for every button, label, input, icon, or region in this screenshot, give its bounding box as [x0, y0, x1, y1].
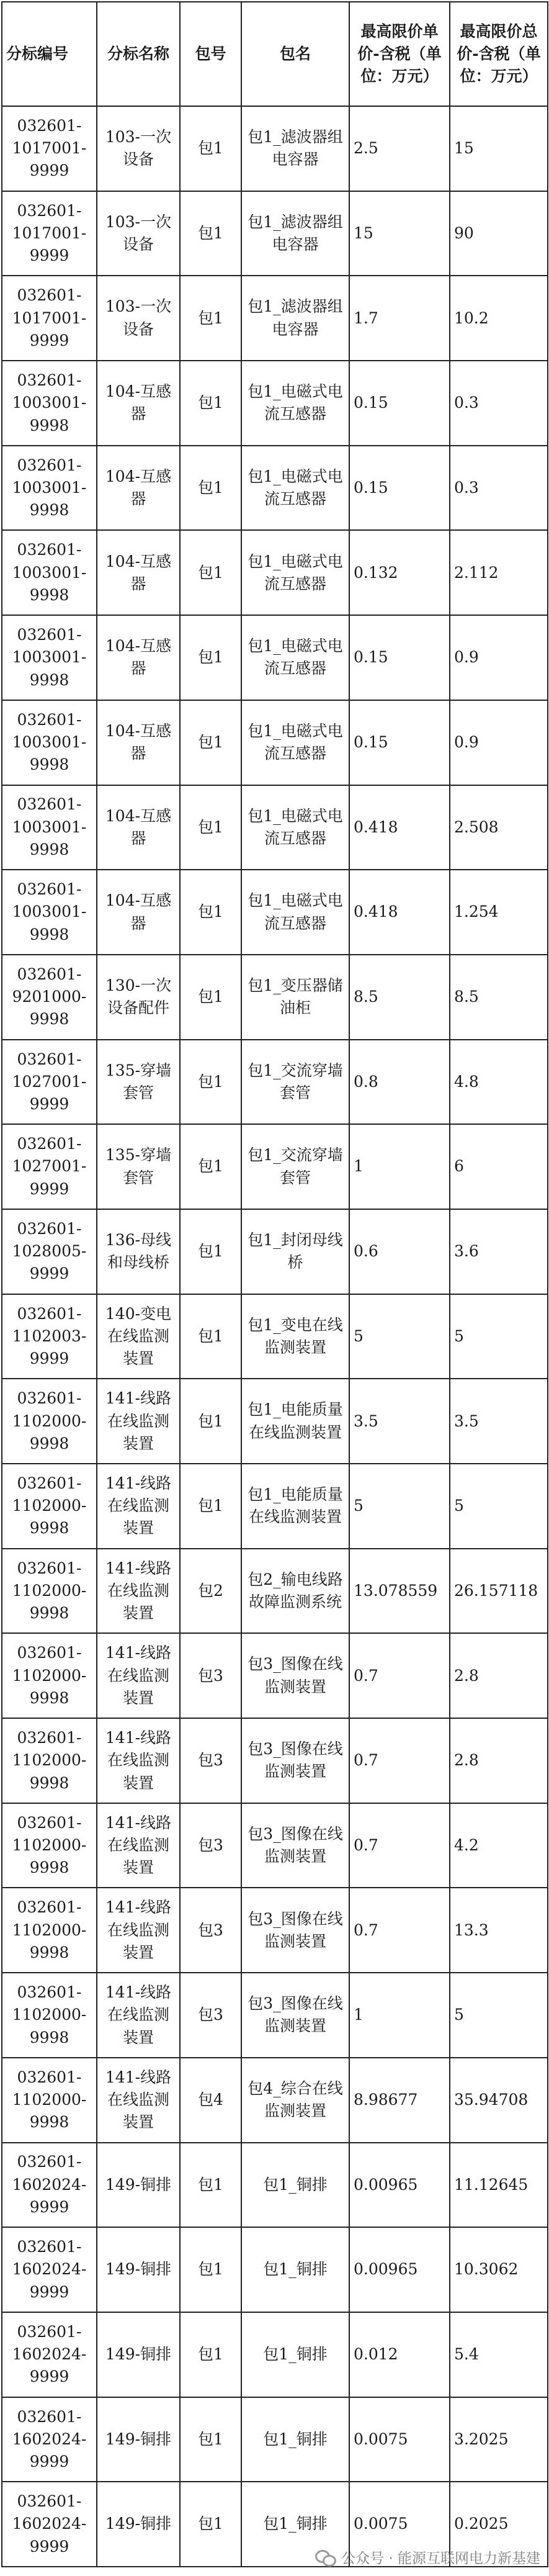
section-code-cell: 032601-1017001-9999: [2, 276, 97, 361]
total-price-cell: 0.3: [450, 446, 548, 531]
total-price-cell: 2.8: [450, 1718, 548, 1803]
package-name-cell: 包1_电磁式电流互感器: [241, 785, 349, 870]
section-name-cell: 141-线路在线监测装置: [97, 1718, 180, 1803]
total-price-cell: 2.8: [450, 1633, 548, 1718]
package-name-cell: 包3_图像在线监测装置: [241, 1718, 349, 1803]
section-code-cell: 032601-1003001-9998: [2, 530, 97, 615]
package-name-cell: 包2_输电线路故障监测系统: [241, 1549, 349, 1634]
package-no-cell: 包1: [180, 361, 241, 446]
total-price-cell: 1.254: [450, 870, 548, 955]
unit-price-cell: 0.8: [349, 1040, 450, 1125]
section-code-cell: 032601-1017001-9999: [2, 106, 97, 191]
table-row: [2, 870, 548, 955]
section-name-cell: 141-线路在线监测装置: [97, 1973, 180, 2058]
package-no-cell: 包1: [180, 276, 241, 361]
section-code-cell: 032601-1102000-9998: [2, 2058, 97, 2143]
package-name-cell: 包1_变电在线监测装置: [241, 1294, 349, 1379]
table-row: [2, 2312, 548, 2397]
table-row: [2, 1718, 548, 1803]
package-no-cell: 包1: [180, 191, 241, 276]
table-row: [2, 276, 548, 361]
package-no-cell: 包3: [180, 1888, 241, 1973]
unit-price-cell: 15: [349, 191, 450, 276]
total-price-cell: 11.12645: [450, 2143, 548, 2228]
wechat-watermark: [315, 2547, 540, 2567]
unit-price-cell: 0.00965: [349, 2143, 450, 2228]
package-no-cell: 包1: [180, 106, 241, 191]
unit-price-cell: 0.15: [349, 615, 450, 700]
unit-price-cell: 5: [349, 1294, 450, 1379]
unit-price-cell: 5: [349, 1464, 450, 1549]
section-code-cell: 032601-1602024-9999: [2, 2143, 97, 2228]
header-max-unit-price: 最高限价单价-含税（单位：万元）: [349, 2, 450, 106]
total-price-cell: 0.9: [450, 700, 548, 785]
section-code-cell: 032601-1017001-9999: [2, 191, 97, 276]
section-name-cell: 104-互感器: [97, 785, 180, 870]
section-code-cell: 032601-1102000-9998: [2, 1803, 97, 1888]
section-name-cell: 103-一次设备: [97, 276, 180, 361]
total-price-cell: 0.2025: [450, 2482, 548, 2567]
section-name-cell: 141-线路在线监测装置: [97, 1464, 180, 1549]
total-price-cell: 26.157118: [450, 1549, 548, 1634]
table-row: [2, 1209, 548, 1294]
package-name-cell: 包1_铜排: [241, 2227, 349, 2312]
section-code-cell: 032601-1028005-9999: [2, 1209, 97, 1294]
section-name-cell: 149-铜排: [97, 2482, 180, 2567]
section-code-cell: 032601-1102000-9998: [2, 1379, 97, 1464]
section-name-cell: 104-互感器: [97, 615, 180, 700]
unit-price-cell: 3.5: [349, 1379, 450, 1464]
package-name-cell: 包1_电磁式电流互感器: [241, 615, 349, 700]
unit-price-cell: 0.15: [349, 361, 450, 446]
total-price-cell: 5: [450, 1973, 548, 2058]
package-name-cell: 包3_图像在线监测装置: [241, 1803, 349, 1888]
package-no-cell: 包1: [180, 1294, 241, 1379]
section-code-cell: 032601-1102000-9998: [2, 1718, 97, 1803]
section-name-cell: 104-互感器: [97, 700, 180, 785]
section-code-cell: 032601-1027001-9999: [2, 1124, 97, 1209]
unit-price-cell: 0.7: [349, 1718, 450, 1803]
table-row: [2, 1464, 548, 1549]
table-row: [2, 1973, 548, 2058]
package-no-cell: 包3: [180, 1973, 241, 2058]
package-name-cell: 包1_交流穿墙套管: [241, 1124, 349, 1209]
table-row: [2, 361, 548, 446]
section-name-cell: 141-线路在线监测装置: [97, 1803, 180, 1888]
header-section-name: 分标名称: [97, 2, 180, 106]
package-no-cell: 包1: [180, 2397, 241, 2482]
package-no-cell: 包3: [180, 1718, 241, 1803]
package-name-cell: 包1_铜排: [241, 2312, 349, 2397]
unit-price-cell: 0.012: [349, 2312, 450, 2397]
package-no-cell: 包1: [180, 446, 241, 531]
section-code-cell: 032601-1602024-9999: [2, 2482, 97, 2567]
section-name-cell: 103-一次设备: [97, 106, 180, 191]
package-no-cell: 包1: [180, 2312, 241, 2397]
package-name-cell: 包1_铜排: [241, 2397, 349, 2482]
header-section-code: 分标编号: [2, 2, 97, 106]
table-header: [2, 2, 548, 106]
package-no-cell: 包4: [180, 2058, 241, 2143]
section-name-cell: 136-母线和母线桥: [97, 1209, 180, 1294]
unit-price-cell: 0.0075: [349, 2397, 450, 2482]
table-row: [2, 1124, 548, 1209]
total-price-cell: 2.508: [450, 785, 548, 870]
table-row: [2, 615, 548, 700]
section-code-cell: 032601-1102000-9998: [2, 1973, 97, 2058]
table-row: [2, 785, 548, 870]
header-max-total-price: 最高限价总价-含税（单位：万元）: [450, 2, 548, 106]
package-no-cell: 包1: [180, 955, 241, 1040]
package-no-cell: 包1: [180, 870, 241, 955]
section-name-cell: 149-铜排: [97, 2143, 180, 2228]
unit-price-cell: 8.98677: [349, 2058, 450, 2143]
section-name-cell: 103-一次设备: [97, 191, 180, 276]
package-no-cell: 包1: [180, 785, 241, 870]
unit-price-cell: 0.00965: [349, 2227, 450, 2312]
package-name-cell: 包1_铜排: [241, 2143, 349, 2228]
table-row: [2, 2397, 548, 2482]
section-code-cell: 032601-1102000-9998: [2, 1549, 97, 1634]
total-price-cell: 5.4: [450, 2312, 548, 2397]
section-code-cell: 032601-1003001-9998: [2, 700, 97, 785]
section-code-cell: 032601-1003001-9998: [2, 870, 97, 955]
package-name-cell: 包3_图像在线监测装置: [241, 1888, 349, 1973]
section-name-cell: 130-一次设备配件: [97, 955, 180, 1040]
wechat-icon: [315, 2549, 336, 2566]
total-price-cell: 4.8: [450, 1040, 548, 1125]
total-price-cell: 13.3: [450, 1888, 548, 1973]
section-name-cell: 104-互感器: [97, 446, 180, 531]
watermark-text: 公众号 · 能源互联网电力新基建: [341, 2551, 540, 2567]
unit-price-cell: 0.418: [349, 870, 450, 955]
section-code-cell: 032601-9201000-9998: [2, 955, 97, 1040]
total-price-cell: 10.3062: [450, 2227, 548, 2312]
table-row: [2, 700, 548, 785]
package-name-cell: 包3_图像在线监测装置: [241, 1633, 349, 1718]
section-code-cell: 032601-1602024-9999: [2, 2227, 97, 2312]
package-name-cell: 包1_电能质量在线监测装置: [241, 1464, 349, 1549]
header-package-name: 包名: [241, 2, 349, 106]
package-no-cell: 包1: [180, 2143, 241, 2228]
package-name-cell: 包1_电磁式电流互感器: [241, 446, 349, 531]
unit-price-cell: 0.15: [349, 446, 450, 531]
section-code-cell: 032601-1602024-9999: [2, 2312, 97, 2397]
table-row: [2, 955, 548, 1040]
section-name-cell: 104-互感器: [97, 530, 180, 615]
section-name-cell: 149-铜排: [97, 2397, 180, 2482]
table-row: [2, 1040, 548, 1125]
package-no-cell: 包3: [180, 1803, 241, 1888]
table-row: [2, 1549, 548, 1634]
package-no-cell: 包1: [180, 1124, 241, 1209]
section-code-cell: 032601-1102000-9998: [2, 1464, 97, 1549]
package-no-cell: 包1: [180, 530, 241, 615]
unit-price-cell: 1: [349, 1973, 450, 2058]
unit-price-cell: 0.418: [349, 785, 450, 870]
table-row: [2, 530, 548, 615]
total-price-cell: 15: [450, 106, 548, 191]
section-code-cell: 032601-1102003-9999: [2, 1294, 97, 1379]
total-price-cell: 10.2: [450, 276, 548, 361]
package-name-cell: 包1_滤波器组电容器: [241, 276, 349, 361]
total-price-cell: 3.5: [450, 1379, 548, 1464]
section-name-cell: 149-铜排: [97, 2312, 180, 2397]
section-code-cell: 032601-1102000-9998: [2, 1633, 97, 1718]
unit-price-cell: 0.0075: [349, 2482, 450, 2567]
table-row: [2, 1803, 548, 1888]
header-package-no: 包号: [180, 2, 241, 106]
package-name-cell: 包1_交流穿墙套管: [241, 1040, 349, 1125]
package-no-cell: 包1: [180, 2482, 241, 2567]
package-no-cell: 包1: [180, 2227, 241, 2312]
package-no-cell: 包1: [180, 1379, 241, 1464]
total-price-cell: 5: [450, 1464, 548, 1549]
section-code-cell: 032601-1027001-9999: [2, 1040, 97, 1125]
table-row: [2, 1633, 548, 1718]
table-row: [2, 2227, 548, 2312]
unit-price-cell: 0.7: [349, 1803, 450, 1888]
table-body: [2, 106, 548, 2567]
package-name-cell: 包1_滤波器组电容器: [241, 191, 349, 276]
package-name-cell: 包1_电磁式电流互感器: [241, 870, 349, 955]
section-name-cell: 149-铜排: [97, 2227, 180, 2312]
package-name-cell: 包1_电磁式电流互感器: [241, 700, 349, 785]
package-name-cell: 包1_变压器储油柜: [241, 955, 349, 1040]
table-row: [2, 1294, 548, 1379]
unit-price-cell: 0.7: [349, 1633, 450, 1718]
section-name-cell: 141-线路在线监测装置: [97, 1549, 180, 1634]
section-name-cell: 141-线路在线监测装置: [97, 2058, 180, 2143]
unit-price-cell: 0.7: [349, 1888, 450, 1973]
bid-price-table: [1, 1, 548, 2567]
total-price-cell: 3.6: [450, 1209, 548, 1294]
total-price-cell: 0.3: [450, 361, 548, 446]
total-price-cell: 5: [450, 1294, 548, 1379]
unit-price-cell: 0.15: [349, 700, 450, 785]
section-name-cell: 104-互感器: [97, 870, 180, 955]
section-code-cell: 032601-1102000-9998: [2, 1888, 97, 1973]
table-row: [2, 191, 548, 276]
package-no-cell: 包2: [180, 1549, 241, 1634]
table-row: [2, 446, 548, 531]
package-name-cell: 包1_电磁式电流互感器: [241, 530, 349, 615]
unit-price-cell: 0.132: [349, 530, 450, 615]
package-name-cell: 包1_滤波器组电容器: [241, 106, 349, 191]
section-code-cell: 032601-1602024-9999: [2, 2397, 97, 2482]
unit-price-cell: 2.5: [349, 106, 450, 191]
package-no-cell: 包3: [180, 1633, 241, 1718]
package-no-cell: 包1: [180, 1209, 241, 1294]
table-row: [2, 2143, 548, 2228]
section-name-cell: 104-互感器: [97, 361, 180, 446]
package-no-cell: 包1: [180, 700, 241, 785]
total-price-cell: 90: [450, 191, 548, 276]
total-price-cell: 35.94708: [450, 2058, 548, 2143]
package-no-cell: 包1: [180, 615, 241, 700]
package-name-cell: 包1_封闭母线桥: [241, 1209, 349, 1294]
unit-price-cell: 1.7: [349, 276, 450, 361]
unit-price-cell: 1: [349, 1124, 450, 1209]
unit-price-cell: 0.6: [349, 1209, 450, 1294]
section-name-cell: 141-线路在线监测装置: [97, 1888, 180, 1973]
table-row: [2, 2058, 548, 2143]
unit-price-cell: 13.078559: [349, 1549, 450, 1634]
total-price-cell: 6: [450, 1124, 548, 1209]
section-name-cell: 141-线路在线监测装置: [97, 1633, 180, 1718]
section-name-cell: 141-线路在线监测装置: [97, 1379, 180, 1464]
package-name-cell: 包4_综合在线监测装置: [241, 2058, 349, 2143]
package-name-cell: 包1_铜排: [241, 2482, 349, 2567]
section-name-cell: 135-穿墙套管: [97, 1124, 180, 1209]
section-name-cell: 140-变电在线监测装置: [97, 1294, 180, 1379]
table-row: [2, 1888, 548, 1973]
total-price-cell: 4.2: [450, 1803, 548, 1888]
package-name-cell: 包1_电能质量在线监测装置: [241, 1379, 349, 1464]
package-name-cell: 包1_电磁式电流互感器: [241, 361, 349, 446]
total-price-cell: 2.112: [450, 530, 548, 615]
section-name-cell: 135-穿墙套管: [97, 1040, 180, 1125]
total-price-cell: 8.5: [450, 955, 548, 1040]
total-price-cell: 3.2025: [450, 2397, 548, 2482]
section-code-cell: 032601-1003001-9998: [2, 785, 97, 870]
section-code-cell: 032601-1003001-9998: [2, 615, 97, 700]
unit-price-cell: 8.5: [349, 955, 450, 1040]
package-name-cell: 包3_图像在线监测装置: [241, 1973, 349, 2058]
table-row: [2, 106, 548, 191]
table-row: [2, 1379, 548, 1464]
total-price-cell: 0.9: [450, 615, 548, 700]
section-code-cell: 032601-1003001-9998: [2, 446, 97, 531]
package-no-cell: 包1: [180, 1464, 241, 1549]
package-no-cell: 包1: [180, 1040, 241, 1125]
section-code-cell: 032601-1003001-9998: [2, 361, 97, 446]
